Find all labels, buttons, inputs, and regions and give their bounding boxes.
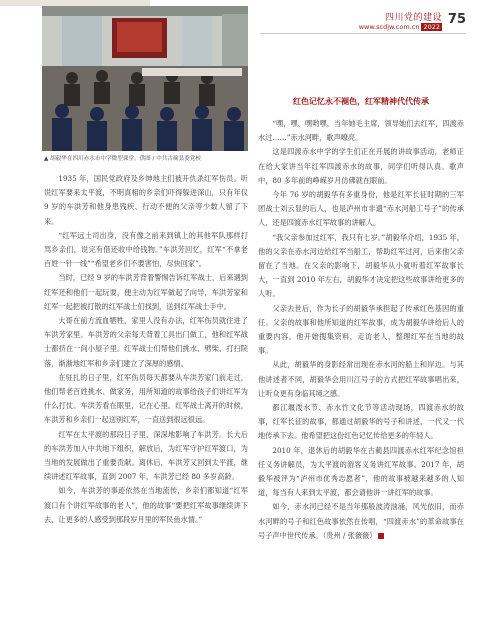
paragraph: “嘿，嘿，嘿哟嘿，当年她毛主席，领导她们去红军，四渡赤水过……”赤水河畔，歌声嘹亮。 [258, 119, 464, 143]
paragraph: 父亲去世后，作为长子的胡毅华承担起了传承红色基因的重任。父亲的故事和他所知道的红军故事，成为胡毅华讲给后人的重要内容。他开始搜集资料，走访老人，整理红军在当地的故事。 [258, 303, 464, 356]
paragraph [258, 500, 464, 543]
magazine-title: 四川党的建设 [384, 13, 442, 23]
paragraph: 红军在太平渡的那段日子里，深深地影响了车洪芳。长大后的车洪芳加入中共地下组织，解放后，为红军守护红军渡口，为当地的发展做出了重要贡献。离休后，车洪芳又回到太平渡，继续讲述红军故事，直到 2007 年，车洪芳已经 80 多岁高龄。 [44, 429, 248, 482]
section-subheading: 红色记忆永不褪色，红军精神代代传承 [293, 97, 429, 106]
paragraph: 大哥在前方流血牺牲，家里人没有办法，红军伤员就住进了车洪芳家里。车洪芳的父亲每天背着工具出门做工，他和红军战士都挤在一间小屋子里。红军战士们帮他们挑水、劈柴、打扫院落，渐渐地红军和乡亲们建立了深厚的感情。 [44, 316, 248, 368]
photo-caption: ▲ 胡毅华在四川赤水市中学微型课堂。供图 / 中共古蔺县委党校 [44, 156, 201, 162]
paragraph: “红军远土司出身，没有像之前来到镇上的其他军队那样打骂乡亲们，说完有借还收中给钱物。”车洪芳回忆，红军“不拿老百姓一针一线”“希望老乡们不要害怕，尽快回家”。 [44, 230, 248, 269]
paragraph: 这是四渡赤水中学的学生们正在开展的讲故事活动，老师正在给大家讲当年红军四渡赤水的故事，同学们听得认真。歌声中，80 多年前的峥嵘岁月仿佛就在眼前。 [258, 147, 464, 185]
magazine-url [359, 23, 442, 31]
paragraph: 如今，车洪芳的事迹依然在当地流传，乡亲们都知道“红军渡口有个讲红军故事的老人”，他的故事“要把红军故事继续讲下去，让更多的人感受到那段岁月里的军民鱼水情。” [44, 486, 248, 524]
right-column [258, 117, 464, 543]
classroom-photo [42, 6, 248, 151]
paragraph: 2010 年，退休后的胡毅华在古蔺县四渡赤水红军纪念馆担任义务讲解员，为太平渡的游客义务讲红军故事。2017 年，胡毅华被评为“泸州市优秀志愿者”，他的故事被越来越多的人知道，每当有人来到太平渡，都会请他讲一讲红军的故事。 [258, 445, 464, 498]
paragraph: 都江堰泼水节、赤水竹文化节等活动现场，四渡赤水的故事，红军长征的故事，都通过胡毅华的号子和讲述，一代又一代地传承下去。他希望把这份红色记忆传给更多的年轻人。 [258, 403, 464, 441]
paragraph: 今年 76 岁的胡毅华有多重身份，他是红军长征时期的三军团战士刘云显的后人，也是泸州市非遗“赤水河船工号子”的传承人，还是四渡赤水红军故事的讲解人。 [258, 190, 464, 228]
paragraph: 1935 年，国民党政府及乡绅地主们被开仇杀红军伤员。听说红军要来太平渡，不明真相的乡亲们吓得躲进深山，只有年仅 9 岁的车洪芳和他身患残疾、行动不便的父亲等少数人留了下来。 [44, 174, 248, 226]
paragraph-text: 如今，赤水河已经不是当年那般波涛汹涌，风光依旧，而赤水河畔的号子和红色故事依然在传唱，“四渡赤水”的革命故事在号子声中世代传承。（贵州 / 张薇薇） [258, 502, 464, 540]
year-badge: 2022 [423, 23, 440, 31]
end-mark-icon [378, 533, 384, 539]
url-text: www.scdjw.com.cn [358, 23, 420, 31]
paragraph: 当时，已经 9 岁的车洪芳背着警惕告诉红军战士，后来遇到红军还和他们一起玩耍，便主动为红军做起了向导，车洪芳家和红军一起把被打散的红军战士们找到，送到红军战士手中。 [44, 273, 248, 311]
header-rule [260, 33, 466, 34]
paragraph: 从此，胡毅华的身影经常出现在赤水河的船上和岸边。与其他讲述者不同，胡毅华会用川江号子的方式把红军故事唱出来，让听众更有身临其境之感。 [258, 360, 464, 398]
paragraph: 在驻扎的日子里，红军伤员每天都要从车洪芳家门前走过，他们帮老百姓挑水、做家务，用所知道的故事给孩子们讲红军为什么打仗。车洪芳看在眼里，记在心里。红军战士离开的时候，车洪芳和乡亲们一起送别红军，一直送到很远很远。 [44, 372, 248, 425]
page-number: 75 [447, 12, 466, 27]
left-column [44, 172, 248, 527]
paragraph: “我父亲参加过红军，我只有七岁。”胡毅华介绍，1935 年，他的父亲在赤水河边给红军当船工，帮助红军过河，后来他父亲留在了当地。在父亲的影响下，胡毅华从小就听着红军故事长大，一直到 2010 年左右，胡毅华才决定把这些故事讲给更多的人听。 [258, 232, 464, 299]
